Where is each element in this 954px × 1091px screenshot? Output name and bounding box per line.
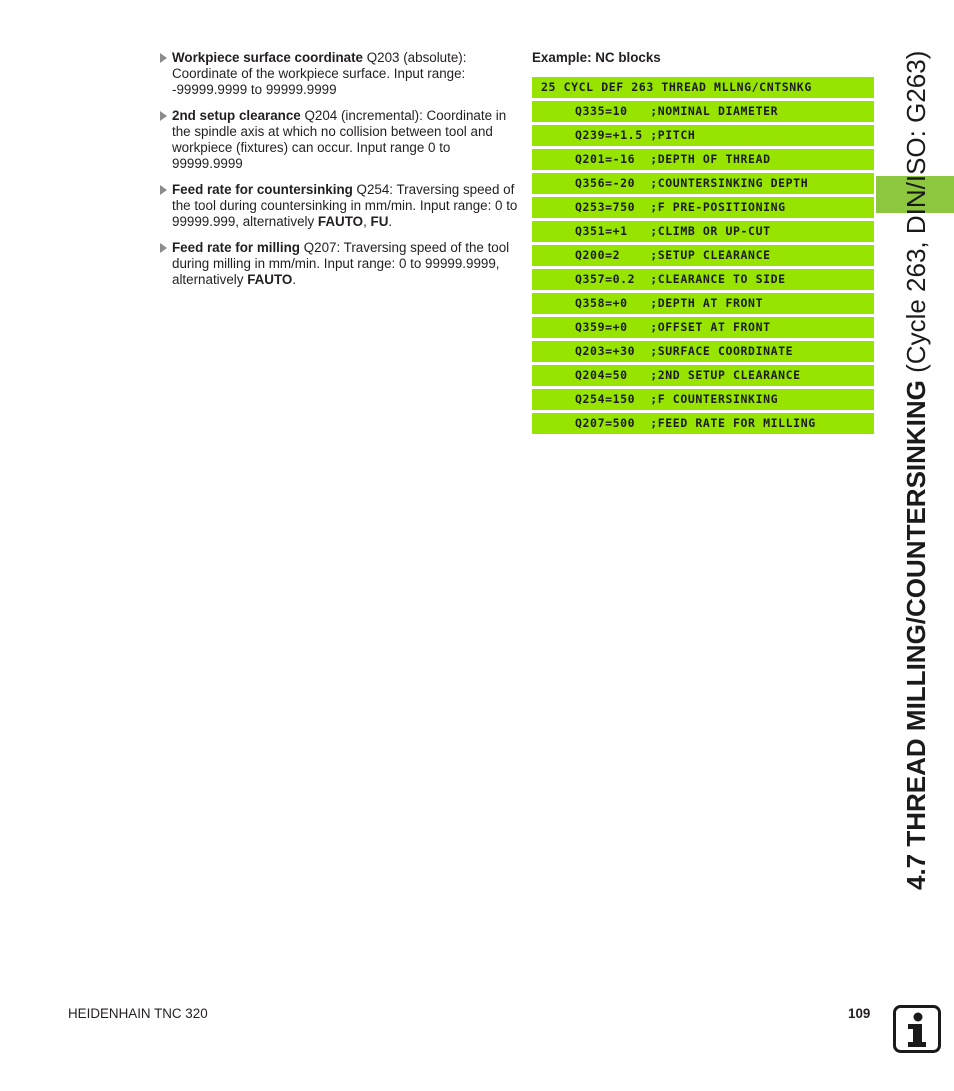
param-name: 2nd setup clearance bbox=[172, 108, 301, 123]
param-name: Feed rate for countersinking bbox=[172, 182, 353, 197]
param-desc: Q254: Traversing speed of the tool during countersinking in mm/min. Input range: 0 to 99999.999, alternatively bbox=[172, 182, 518, 229]
nc-block-line: 25 CYCL DEF 263 THREAD MLLNG/CNTSNKG bbox=[532, 77, 874, 98]
section-title-sub: (Cycle 263, DIN/ISO: G263) bbox=[901, 50, 931, 373]
param-name: Workpiece surface coordinate bbox=[172, 50, 364, 65]
section-title-main: 4.7 THREAD MILLING/COUNTERSINKING bbox=[901, 372, 931, 890]
example-title: Example: NC blocks bbox=[532, 50, 661, 65]
nc-block-line: Q239=+1.5 ;PITCH bbox=[532, 125, 874, 146]
nc-block-line: Q200=2 ;SETUP CLEARANCE bbox=[532, 245, 874, 266]
nc-block-line: Q253=750 ;F PRE-POSITIONING bbox=[532, 197, 874, 218]
page-number: 109 bbox=[848, 1006, 871, 1021]
triangle-bullet-icon bbox=[160, 185, 167, 195]
info-icon bbox=[893, 1005, 941, 1053]
section-title bbox=[896, 51, 936, 890]
nc-block-line: Q207=500 ;FEED RATE FOR MILLING bbox=[532, 413, 874, 434]
nc-block-line: Q335=10 ;NOMINAL DIAMETER bbox=[532, 101, 874, 122]
triangle-bullet-icon bbox=[160, 111, 167, 121]
footer-product: HEIDENHAIN TNC 320 bbox=[68, 1006, 208, 1021]
nc-block-line: Q254=150 ;F COUNTERSINKING bbox=[532, 389, 874, 410]
nc-block-line: Q358=+0 ;DEPTH AT FRONT bbox=[532, 293, 874, 314]
nc-block-line: Q359=+0 ;OFFSET AT FRONT bbox=[532, 317, 874, 338]
param-item bbox=[159, 182, 519, 230]
param-item bbox=[159, 108, 519, 172]
param-option: FU bbox=[370, 214, 389, 229]
nc-block-line: Q356=-20 ;COUNTERSINKING DEPTH bbox=[532, 173, 874, 194]
param-item bbox=[159, 50, 519, 98]
param-option: FAUTO bbox=[247, 272, 293, 287]
param-desc: Q207: Traversing speed of the tool during milling in mm/min. Input range: 0 to 99999.9999, alternatively bbox=[172, 240, 510, 287]
nc-block-line: Q201=-16 ;DEPTH OF THREAD bbox=[532, 149, 874, 170]
param-end: . bbox=[292, 272, 297, 287]
nc-block-list bbox=[532, 77, 874, 437]
parameter-list bbox=[159, 50, 519, 298]
nc-block-line: Q357=0.2 ;CLEARANCE TO SIDE bbox=[532, 269, 874, 290]
param-name: Feed rate for milling bbox=[172, 240, 300, 255]
param-option: FAUTO bbox=[317, 214, 364, 229]
nc-block-line: Q351=+1 ;CLIMB OR UP-CUT bbox=[532, 221, 874, 242]
nc-block-line: Q204=50 ;2ND SETUP CLEARANCE bbox=[532, 365, 874, 386]
triangle-bullet-icon bbox=[160, 243, 167, 253]
param-desc: Q203 (absolute): Coordinate of the workpiece surface. Input range: -99999.9999 to 99999.9999 bbox=[172, 50, 467, 97]
param-item bbox=[159, 240, 519, 288]
param-desc: Q204 (incremental): Coordinate in the spindle axis at which no collision between tool and workpiece (fixtures) can occur. Input range 0 to 99999.9999 bbox=[172, 108, 507, 171]
param-sep: , bbox=[363, 214, 371, 229]
param-end: . bbox=[388, 214, 393, 229]
nc-block-line: Q203=+30 ;SURFACE COORDINATE bbox=[532, 341, 874, 362]
triangle-bullet-icon bbox=[160, 53, 167, 63]
